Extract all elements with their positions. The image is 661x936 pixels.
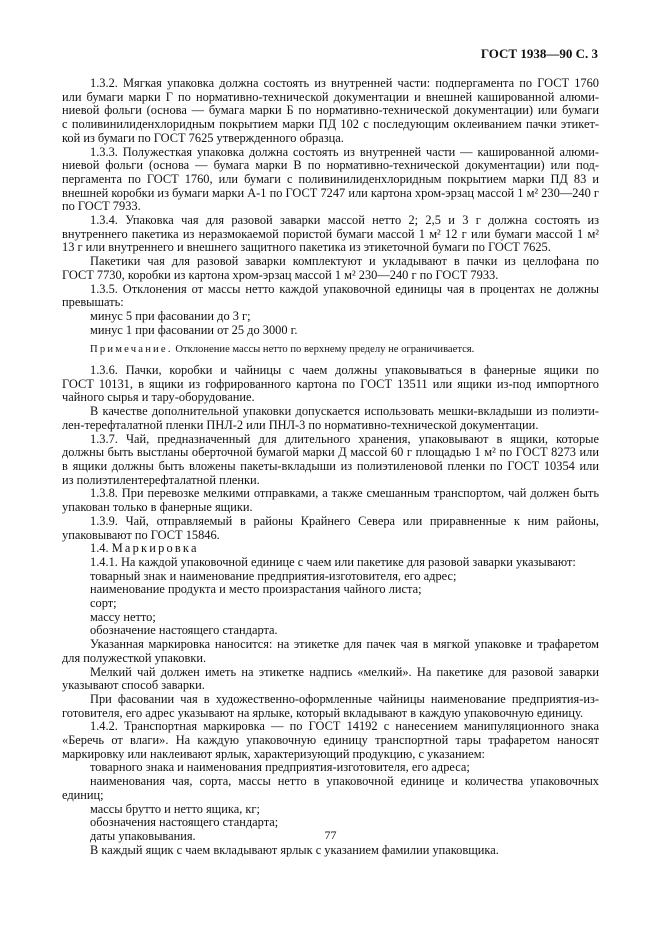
paragraph [62,844,599,858]
text-line: 1.3.8. При перевозке мелкими отправками, а также смешанным транспортом, чай должен быть [90,486,599,501]
paragraph [62,214,599,255]
text-line: упаковывают по ГОСТ 15846. [62,527,220,542]
paragraph [62,720,599,761]
text-line: обозначения настоящего стандарта; [90,815,279,830]
text-line: упакован только в фанерные ящики. [62,500,253,515]
text-line: даты упаковывания. [90,828,196,843]
text-line: наименования чая, сорта, массы нетто в упаковочной единице и количества упаковочных [90,774,599,789]
text-line: Указанная маркировка наносится: на этикетке для пачек чая в мягкой упаковке и трафаретом [90,637,599,652]
text-line: для полужесткой упаковки. [62,650,207,665]
text-line: готовителя, его адрес указывают на ярлыке, который вкладывают в каждую упаковочную единицу. [62,705,584,720]
text-line: лен-терефталатной пленки ПНЛ-2 или ПНЛ-3 по нормативно-технической документации. [62,417,539,432]
page-number: 77 [324,828,337,842]
paragraph [62,570,599,639]
text-line: 1.4.1. На каждой упаковочной единице с чаем или пакетике для разовой заварки указывают: [90,554,576,569]
text-line: «Беречь от влаги». На каждую упаковочную единицу транспортной тары трафаретом наносят [62,733,599,748]
text-line: в ящики должны быть вложены пакеты-вкладыши из полиэтиленовой пленки по ГОСТ 10354 или [62,458,599,473]
note-text: Отклонение массы нетто по верхнему пределу не ограничивается. [175,344,475,356]
text-line: должны быть выстланы оберточной бумагой марки Д массой 60 г площадью 1 м² по ГОСТ 8273 или [62,445,599,460]
text-line: указывают способ заварки. [62,678,205,693]
document-body [62,77,599,857]
text-line: по ГОСТ 7933. [62,199,141,214]
text-line: ГОСТ 7730, коробки из картона хром-эрзац массой 1 м² 230—240 г по ГОСТ 7933. [62,267,499,282]
text-line: При фасовании чая в художественно-оформленные чайницы наименование предприятия-из- [90,691,599,706]
text-line: маркировку или наклеивают ярлык, характеризующий продукцию, с указанием: [62,746,486,761]
page-header: ГОСТ 1938—90 С. 3 [480,46,598,61]
text-line: минус 5 при фасовании до 3 г; [90,308,251,323]
paragraph [62,556,599,570]
paragraph [62,364,599,405]
text-line: превышать: [62,295,124,310]
text-line: В каждый ящик с чаем вкладывают ярлык с указанием фамилии упаковщика. [90,842,499,857]
text-line: минус 1 при фасовании от 25 до 3000 г. [90,322,298,337]
text-line: или бумаги марки Г по нормативно-технической документации и внешней кашированной алюми- [62,89,599,104]
text-line: 1.3.9. Чай, отправляемый в районы Крайнего Севера или приравненные к ним районы, [90,513,599,528]
note-label: Примечание. [90,344,173,356]
text-line: внутреннего пакетика из неразмокаемой пористой бумаги массой 1 м² 12 г или бумаги массой 1 м² [62,226,599,241]
text-line: 1.3.3. Полужесткая упаковка должна состоять из внутренней части — кашированной алюми- [90,144,599,159]
text-line: В качестве дополнительной упаковки допускается использовать мешки-вкладыши из полиэти- [90,404,599,419]
paragraph [62,77,599,146]
paragraph [62,405,599,432]
text-line: 1.3.2. Мягкая упаковка должна состоять из внутренней части: подпергамента по ГОСТ 1760 [90,76,599,90]
text-line: товарного знака и наименования предприятия-изготовителя, его адреса; [90,760,470,775]
text-line: 1.3.4. Упаковка чая для разовой заварки массой нетто 2; 2,5 и 3 г должна состоять из [90,213,599,228]
paragraph [62,255,599,282]
section-title: Маркировка [111,541,199,556]
paragraph [62,146,599,215]
text-line: ниевой фольги (основа — бумага марки В по нормативно-технической документации) или под- [62,158,599,173]
text-line: товарный знак и наименование предприятия-изготовителя, его адрес; [90,568,457,583]
text-line: 1.3.5. Отклонения от массы нетто каждой упаковочной единицы чая в процентах не должны [90,281,599,296]
text-line: внешней коробки из бумаги марки А-1 по ГОСТ 7247 или картона хром-эрзац массой 1 м² 230—240 г [62,185,599,200]
paragraph [62,433,599,488]
text-line: обозначение настоящего стандарта. [90,623,278,638]
text-line: массу нетто; [90,609,156,624]
text-line: ГОСТ 10131, в ящики из гофрированного картона по ГОСТ 13511 или ящики из-под импортного [62,376,599,391]
text-line: массы брутто и нетто ящика, кг; [90,801,260,816]
paragraph [62,283,599,310]
paragraph [62,310,599,324]
text-line: 1.3.7. Чай, предназначенный для длительного хранения, упаковывают в ящики, которые [90,431,599,446]
text-line: кой из бумаги по ГОСТ 7625 утвержденного образца. [62,130,344,145]
text-line: с поливинилиденхлоридным покрытием марки ПД 102 с последующим оклеиванием пачки этикет- [62,117,599,132]
text-line: ниевой фольги (основа — бумага марки Б по нормативно-технической документации) или бумаги [62,103,599,118]
paragraph [62,761,599,775]
paragraph [62,666,599,693]
section-heading [62,542,599,556]
paragraph [62,515,599,542]
text-line: сорт; [90,596,117,611]
text-line: Мелкий чай должен иметь на этикетке надпись «мелкий». На пакетике для разовой заварки [90,664,599,679]
text-line: наименование продукта и место произрастания чайного листа; [90,582,422,597]
text-line: из полиэтилентерефталатной пленки. [62,472,260,487]
paragraph [62,487,599,514]
text-line: 1.3.6. Пачки, коробки и чайницы с чаем должны упаковываться в фанерные ящики по [90,363,599,378]
paragraph [62,693,599,720]
paragraph [62,324,599,338]
paragraph [62,638,599,665]
paragraph [62,775,599,802]
text-line: пергамента по ГОСТ 1760, или бумаги с поливинилиденхлоридным покрытием марки ПД 83 и [62,171,599,186]
section-number: 1.4. [90,541,109,556]
text-line: чайного сырья и тару-оборудование. [62,390,255,405]
text-line: Пакетики чая для разовой заварки комплектуют и укладывают в пачки из целлофана по [90,254,599,269]
note [62,343,599,357]
text-line: единиц; [62,787,104,802]
text-line: 13 г или внутреннего и внешнего защитного пакетика из этикеточной бумаги по ГОСТ 7625. [62,240,551,255]
text-line: 1.4.2. Транспортная маркировка — по ГОСТ 14192 с нанесением манипуляционного знака [90,719,599,734]
